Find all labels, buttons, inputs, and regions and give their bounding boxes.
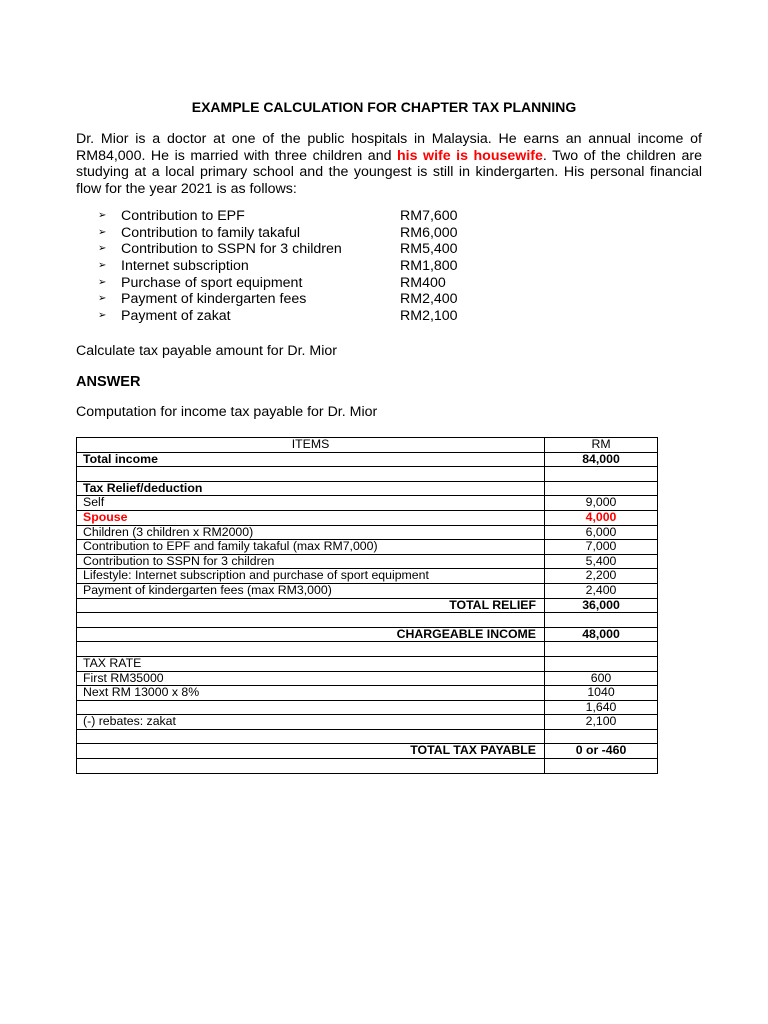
- answer-heading: ANSWER: [76, 374, 141, 390]
- list-item: ➢ Payment of zakat RM2,100: [98, 308, 458, 325]
- question-text: Calculate tax payable amount for Dr. Mior: [76, 343, 338, 359]
- intro-text-after: . Two of the children are studying at a local primary school and the youngest is still in kindergarten. His personal financial flow for the year 2021 is as follows:: [76, 147, 702, 197]
- table-row: 1,640: [77, 700, 658, 715]
- intro-text-before: Dr. Mior is a doctor at one of the public hospitals in Malaysia. He earns an annual income of RM84,000. He is married with three children and: [76, 131, 702, 164]
- table-row: First RM35000 600: [77, 671, 658, 686]
- list-item: ➢ Contribution to EPF RM7,600: [98, 208, 458, 224]
- list-item: ➢ Contribution to SSPN for 3 children RM5,400: [98, 241, 458, 258]
- list-item: ➢ Purchase of sport equipment RM400: [98, 274, 446, 291]
- financial-flow-list: [76, 208, 676, 325]
- arrow-bullet-icon: ➢: [98, 310, 107, 322]
- table-row: [77, 759, 658, 774]
- table-row: TOTAL TAX PAYABLE 0 or -460: [77, 744, 658, 759]
- table-row: (-) rebates: zakat 2,100: [77, 715, 658, 730]
- table-row: TAX RATE: [77, 656, 658, 671]
- table-row: [77, 613, 658, 628]
- table-row: Self 9,000: [77, 496, 658, 511]
- arrow-bullet-icon: ➢: [98, 276, 107, 288]
- list-item: ➢ Payment of kindergarten fees RM2,400: [98, 291, 458, 308]
- intro-highlight: his wife is housewife: [397, 147, 543, 164]
- table-row: [77, 729, 658, 744]
- rm-column-header: RM: [545, 438, 658, 453]
- list-item: ➢ Contribution to family takaful RM6,000: [98, 224, 458, 241]
- table-row: Payment of kindergarten fees (max RM3,000) 2,400: [77, 583, 658, 598]
- table-row: TOTAL RELIEF 36,000: [77, 598, 658, 613]
- table-row: Spouse 4,000: [77, 510, 658, 525]
- table-row: Contribution to SSPN for 3 children 5,400: [77, 554, 658, 569]
- arrow-bullet-icon: ➢: [98, 243, 107, 255]
- table-row: Children (3 children x RM2000) 6,000: [77, 525, 658, 540]
- computation-heading: Computation for income tax payable for Dr. Mior: [76, 404, 378, 420]
- table-row: Contribution to EPF and family takaful (max RM7,000) 7,000: [77, 540, 658, 555]
- table-row: [77, 467, 658, 482]
- tax-computation-table: [76, 437, 658, 774]
- arrow-bullet-icon: ➢: [98, 293, 107, 305]
- table-header-row: [77, 438, 658, 453]
- table-row: Lifestyle: Internet subscription and purchase of sport equipment 2,200: [77, 569, 658, 584]
- list-item: ➢ Internet subscription RM1,800: [98, 258, 458, 275]
- table-row: Next RM 13000 x 8% 1040: [77, 686, 658, 701]
- table-row: Total income 84,000: [77, 452, 658, 467]
- table-row: [77, 642, 658, 657]
- arrow-bullet-icon: ➢: [98, 210, 107, 221]
- table-row: CHARGEABLE INCOME 48,000: [77, 627, 658, 642]
- document-title: EXAMPLE CALCULATION FOR CHAPTER TAX PLANNING: [191, 99, 577, 115]
- arrow-bullet-icon: ➢: [98, 226, 107, 238]
- items-column-header: ITEMS: [77, 438, 545, 453]
- arrow-bullet-icon: ➢: [98, 260, 107, 272]
- intro-paragraph: [76, 131, 702, 197]
- table-row: Tax Relief/deduction: [77, 481, 658, 496]
